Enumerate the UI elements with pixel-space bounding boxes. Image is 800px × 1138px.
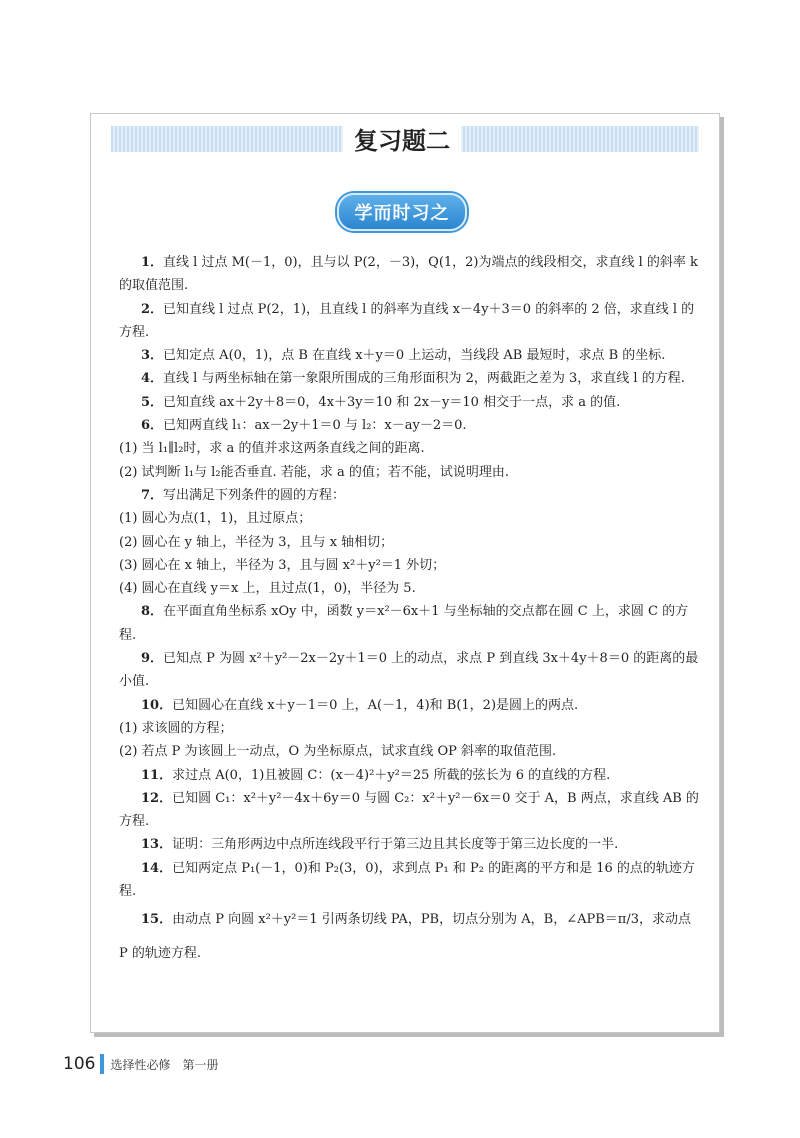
sub-question: (2) 试判断 l₁与 l₂能否垂直. 若能，求 a 的值；若不能，试说明理由. [119,464,509,480]
problem-6 [119,414,699,437]
problem-text: 已知两定点 P₁(－1，0)和 P₂(3，0)，求到点 P₁ 和 P₂ 的距离的平方和是 16 的点的轨迹方程. [119,860,695,900]
problem-text: 已知两直线 l₁：ax－2y＋1＝0 与 l₂：x－ay－2＝0. [163,418,467,434]
problem-number: 3． [141,348,164,364]
problem-number: 14． [141,860,173,876]
sub-question: (4) 圆心在直线 y＝x 上，且过点(1，0)，半径为 5. [119,581,416,597]
footer-accent-bar [100,1054,104,1074]
problem-number: 10． [141,697,173,713]
problem-list [119,251,699,971]
problem-number: 15． [141,912,173,928]
problem-11 [119,764,699,787]
problem-text: 已知圆心在直线 x＋y－1＝0 上，A(－1，4)和 B(1，2)是圆上的两点. [172,697,579,713]
sub-question: (2) 若点 P 为该圆上一动点，O 为坐标原点，试求直线 OP 斜率的取值范围. [119,744,557,760]
problem-5 [119,391,699,414]
page-footer [63,1054,218,1074]
problem-text: 写出满足下列条件的圆的方程： [163,487,346,503]
problem-number: 7． [141,487,164,503]
section-subtitle-badge: 学而时习之 [337,193,467,231]
problem-text: 已知直线 l 过点 P(2，1)，且直线 l 的斜率为直线 x－4y＋3＝0 的斜率的 2 倍，求直线 l 的方程. [119,301,695,340]
sub-question: (3) 圆心在 x 轴上，半径为 3，且与圆 x²＋y²＝1 外切； [119,557,446,573]
problem-text: 证明：三角形两边中点所连线段平行于第三边且其长度等于第三边长度的一半. [172,837,619,853]
problem-10 [119,694,699,717]
problem-text: 由动点 P 向圆 x²＋y²＝1 引两条切线 PA，PB，切点分别为 A，B，∠APB＝π/3，求动点 P 的轨迹方程. [119,912,691,962]
page-number: 106 [63,1054,96,1074]
problem-number: 5． [141,394,164,410]
sub-question: (1) 求该圆的方程； [119,720,233,736]
problem-number: 1． [141,255,164,270]
problem-14 [119,857,699,904]
problem-number: 8． [141,604,164,620]
problem-number: 2． [141,301,164,317]
sub-question: (2) 圆心在 y 轴上，半径为 3，且与 x 轴相切； [119,534,394,550]
problem-9 [119,647,699,694]
problem-number: 11． [141,767,173,783]
problem-text: 已知点 P 为圆 x²＋y²－2x－2y＋1＝0 上的动点，求点 P 到直线 3x＋4y＋8＝0 的距离的最小值. [119,651,699,690]
problem-12 [119,787,699,834]
problem-number: 12． [141,790,173,806]
problem-number: 4． [141,371,164,387]
problem-4 [119,367,699,390]
problem-text: 直线 l 过点 M(－1，0)，且与以 P(2，－3)，Q(1，2)为端点的线段相交，求直线 l 的斜率 k 的取值范围. [119,255,698,294]
problem-8 [119,600,699,647]
problem-text: 已知定点 A(0，1)，点 B 在直线 x＋y＝0 上运动，当线段 AB 最短时，求点 B 的坐标. [163,348,666,364]
sub-question: (1) 当 l₁∥l₂时，求 a 的值并求这两条直线之间的距离. [119,441,425,457]
problem-text: 直线 l 与两坐标轴在第一象限所围成的三角形面积为 2，两截距之差为 3，求直线 l 的方程. [163,371,685,387]
problem-1 [119,251,699,298]
problem-number: 6． [141,418,164,434]
sub-question: (1) 圆心为点(1，1)，且过原点； [119,511,312,527]
problem-15 [119,903,699,971]
problem-3 [119,344,699,367]
problem-text: 已知圆 C₁：x²＋y²－4x＋6y＝0 与圆 C₂：x²＋y²－6x＝0 交于 A，B 两点，求直线 AB 的方程. [119,790,699,830]
problem-text: 求过点 A(0，1)且被圆 C：(x－4)²＋y²＝25 所截的弦长为 6 的直线的方程. [172,767,611,783]
problem-text: 在平面直角坐标系 xOy 中，函数 y＝x²－6x＋1 与坐标轴的交点都在圆 C 上，求圆 C 的方程. [119,604,689,643]
problem-2 [119,298,699,345]
problem-number: 9． [141,651,164,667]
problem-number: 13． [141,837,173,853]
book-title: 选择性必修 第一册 [110,1057,219,1072]
problem-7 [119,484,699,507]
exercise-card [90,113,720,1033]
problem-text: 已知直线 ax＋2y＋8＝0，4x＋3y＝10 和 2x－y＝10 相交于一点，求 a 的值. [163,394,621,410]
page-title: 复习题二 [343,118,461,158]
problem-13 [119,833,699,856]
